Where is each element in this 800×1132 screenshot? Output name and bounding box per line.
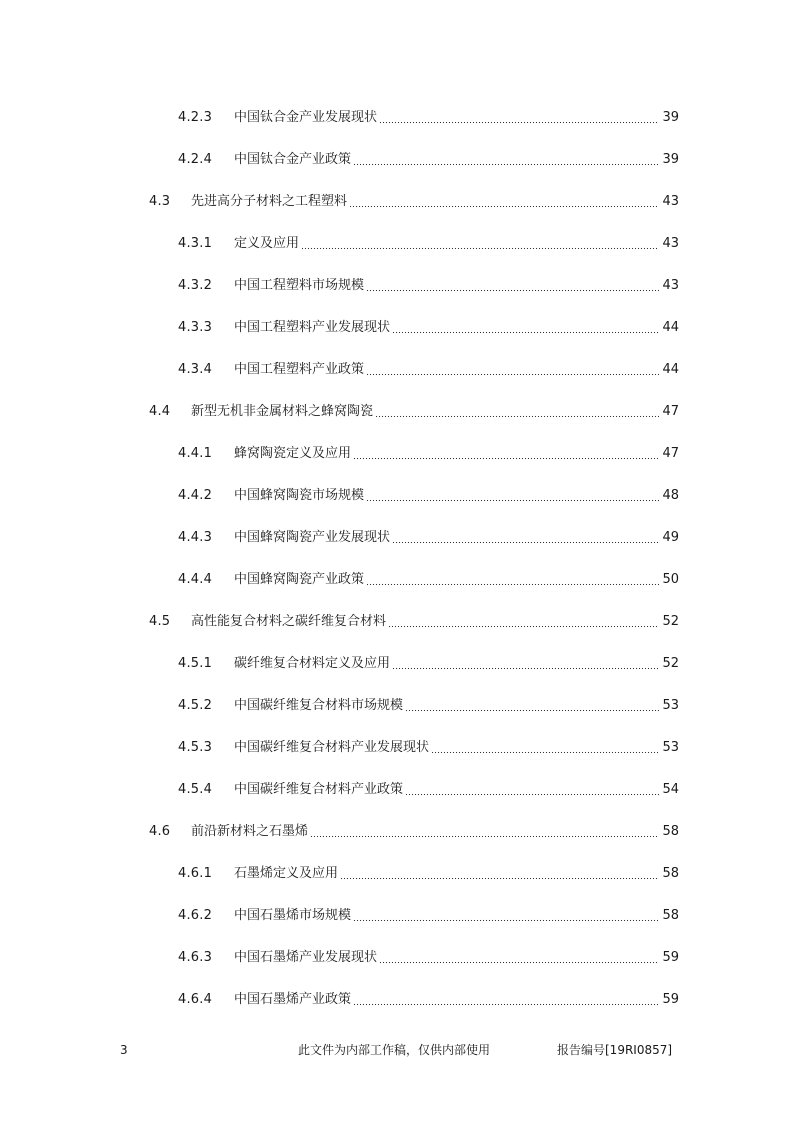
toc-entry[interactable] bbox=[178, 990, 679, 1010]
toc-entry-number: 4.3.3 bbox=[178, 320, 213, 335]
toc-entry-number: 4.4.2 bbox=[178, 488, 213, 503]
dot-leader bbox=[392, 654, 659, 674]
toc-section-entry[interactable] bbox=[149, 192, 679, 212]
toc-entry-title: 蜂窝陶瓷定义及应用 bbox=[234, 446, 352, 461]
toc-entry[interactable] bbox=[178, 276, 679, 296]
toc-entry-page: 39 bbox=[662, 110, 679, 125]
toc-entry-page: 43 bbox=[662, 236, 679, 251]
toc-entry-title: 中国石墨烯产业政策 bbox=[234, 992, 352, 1007]
dot-leader bbox=[392, 528, 659, 548]
toc-entry-page: 52 bbox=[662, 614, 679, 629]
toc-entry-page: 44 bbox=[662, 320, 679, 335]
toc-entry-number: 4.4 bbox=[149, 404, 171, 419]
toc-entry[interactable] bbox=[178, 318, 679, 338]
toc-entry-number: 4.5.1 bbox=[178, 656, 213, 671]
toc-entry-title: 中国工程塑料产业政策 bbox=[234, 362, 365, 377]
toc-section-entry[interactable] bbox=[149, 822, 679, 842]
toc-entry-title: 碳纤维复合材料定义及应用 bbox=[234, 656, 391, 671]
toc-entry-page: 47 bbox=[662, 446, 679, 461]
dot-leader bbox=[353, 906, 659, 926]
footer-report-number: 报告编号[19RI0857] bbox=[557, 1043, 673, 1057]
dot-leader bbox=[392, 318, 659, 338]
toc-entry-page: 58 bbox=[662, 866, 679, 881]
toc-entry-title: 先进高分子材料之工程塑料 bbox=[191, 194, 348, 209]
toc-entry-page: 43 bbox=[662, 194, 679, 209]
toc-entry-title: 定义及应用 bbox=[234, 236, 300, 251]
toc-entry-title: 中国工程塑料市场规模 bbox=[234, 278, 365, 293]
toc-entry-page: 58 bbox=[662, 824, 679, 839]
toc-entry-title: 中国石墨烯产业发展现状 bbox=[234, 950, 378, 965]
toc-entry-title: 中国碳纤维复合材料产业政策 bbox=[234, 782, 404, 797]
toc-entry-page: 49 bbox=[662, 530, 679, 545]
toc-entry-page: 58 bbox=[662, 908, 679, 923]
toc-entry-page: 48 bbox=[662, 488, 679, 503]
toc-entry[interactable] bbox=[178, 150, 679, 170]
toc-entry-number: 4.3.2 bbox=[178, 278, 213, 293]
toc-entry-number: 4.3 bbox=[149, 194, 171, 209]
toc-entry[interactable] bbox=[178, 486, 679, 506]
toc-entry[interactable] bbox=[178, 906, 679, 926]
toc-entry-title: 中国碳纤维复合材料市场规模 bbox=[234, 698, 404, 713]
toc-entry-title: 高性能复合材料之碳纤维复合材料 bbox=[191, 614, 387, 629]
toc-entry[interactable] bbox=[178, 234, 679, 254]
toc-entry-page: 39 bbox=[662, 152, 679, 167]
toc-entry-title: 中国蜂窝陶瓷产业政策 bbox=[234, 572, 365, 587]
toc-entry-number: 4.5.3 bbox=[178, 740, 213, 755]
dot-leader bbox=[353, 990, 659, 1010]
dot-leader bbox=[375, 402, 659, 422]
dot-leader bbox=[366, 570, 659, 590]
toc-entry[interactable] bbox=[178, 108, 679, 128]
dot-leader bbox=[388, 612, 659, 632]
toc-entry[interactable] bbox=[178, 570, 679, 590]
dot-leader bbox=[340, 864, 659, 884]
toc-entry-page: 44 bbox=[662, 362, 679, 377]
toc-entry-title: 中国蜂窝陶瓷市场规模 bbox=[234, 488, 365, 503]
toc-entry[interactable] bbox=[178, 696, 679, 716]
toc-entry-number: 4.3.1 bbox=[178, 236, 213, 251]
dot-leader bbox=[366, 486, 659, 506]
toc-entry[interactable] bbox=[178, 528, 679, 548]
toc-entry-title: 中国钛合金产业政策 bbox=[234, 152, 352, 167]
toc-entry-title: 中国工程塑料产业发展现状 bbox=[234, 320, 391, 335]
page-footer bbox=[0, 1040, 800, 1060]
toc-entry-title: 新型无机非金属材料之蜂窝陶瓷 bbox=[191, 404, 374, 419]
toc-entry-title: 中国石墨烯市场规模 bbox=[234, 908, 352, 923]
toc-entry-page: 52 bbox=[662, 656, 679, 671]
dot-leader bbox=[310, 822, 659, 842]
dot-leader bbox=[353, 444, 659, 464]
toc-section-entry[interactable] bbox=[149, 402, 679, 422]
toc-entry-number: 4.5.2 bbox=[178, 698, 213, 713]
toc-entry-number: 4.6.3 bbox=[178, 950, 213, 965]
toc-entry-page: 59 bbox=[662, 950, 679, 965]
toc-entry-page: 53 bbox=[662, 698, 679, 713]
toc-entry-number: 4.4.1 bbox=[178, 446, 213, 461]
toc-entry-number: 4.6.1 bbox=[178, 866, 213, 881]
footer-confidentiality-note: 此文件为内部工作稿，仅供内部使用 bbox=[298, 1043, 491, 1057]
dot-leader bbox=[379, 948, 659, 968]
dot-leader bbox=[366, 276, 659, 296]
toc-entry-number: 4.4.4 bbox=[178, 572, 213, 587]
toc-entry-title: 中国蜂窝陶瓷产业发展现状 bbox=[234, 530, 391, 545]
toc-entry-title: 中国钛合金产业发展现状 bbox=[234, 110, 378, 125]
toc-entry[interactable] bbox=[178, 444, 679, 464]
dot-leader bbox=[366, 360, 659, 380]
toc-entry[interactable] bbox=[178, 738, 679, 758]
toc-entry[interactable] bbox=[178, 654, 679, 674]
toc-entry-number: 4.5 bbox=[149, 614, 171, 629]
toc-entry-number: 4.4.3 bbox=[178, 530, 213, 545]
toc-entry[interactable] bbox=[178, 780, 679, 800]
toc-entry-number: 4.6 bbox=[149, 824, 171, 839]
toc-entry-number: 4.6.2 bbox=[178, 908, 213, 923]
toc-entry[interactable] bbox=[178, 948, 679, 968]
dot-leader bbox=[405, 696, 659, 716]
dot-leader bbox=[405, 780, 659, 800]
dot-leader bbox=[353, 150, 659, 170]
toc-entry-number: 4.2.4 bbox=[178, 152, 213, 167]
toc-entry-page: 47 bbox=[662, 404, 679, 419]
toc-entry-number: 4.2.3 bbox=[178, 110, 213, 125]
toc-entry-title: 石墨烯定义及应用 bbox=[234, 866, 339, 881]
toc-entry-page: 59 bbox=[662, 992, 679, 1007]
toc-section-entry[interactable] bbox=[149, 612, 679, 632]
toc-entry-page: 43 bbox=[662, 278, 679, 293]
toc-entry-page: 54 bbox=[662, 782, 679, 797]
toc-entry-number: 4.3.4 bbox=[178, 362, 213, 377]
dot-leader bbox=[431, 738, 659, 758]
toc-entry[interactable] bbox=[178, 864, 679, 884]
footer-page-number: 3 bbox=[120, 1043, 128, 1057]
toc-entry-title: 中国碳纤维复合材料产业发展现状 bbox=[234, 740, 430, 755]
toc-entry-title: 前沿新材料之石墨烯 bbox=[191, 824, 309, 839]
toc-entry[interactable] bbox=[178, 360, 679, 380]
toc-entry-page: 53 bbox=[662, 740, 679, 755]
dot-leader bbox=[301, 234, 659, 254]
toc-entry-page: 50 bbox=[662, 572, 679, 587]
dot-leader bbox=[379, 108, 659, 128]
dot-leader bbox=[349, 192, 659, 212]
toc-entry-number: 4.6.4 bbox=[178, 992, 213, 1007]
toc-entry-number: 4.5.4 bbox=[178, 782, 213, 797]
